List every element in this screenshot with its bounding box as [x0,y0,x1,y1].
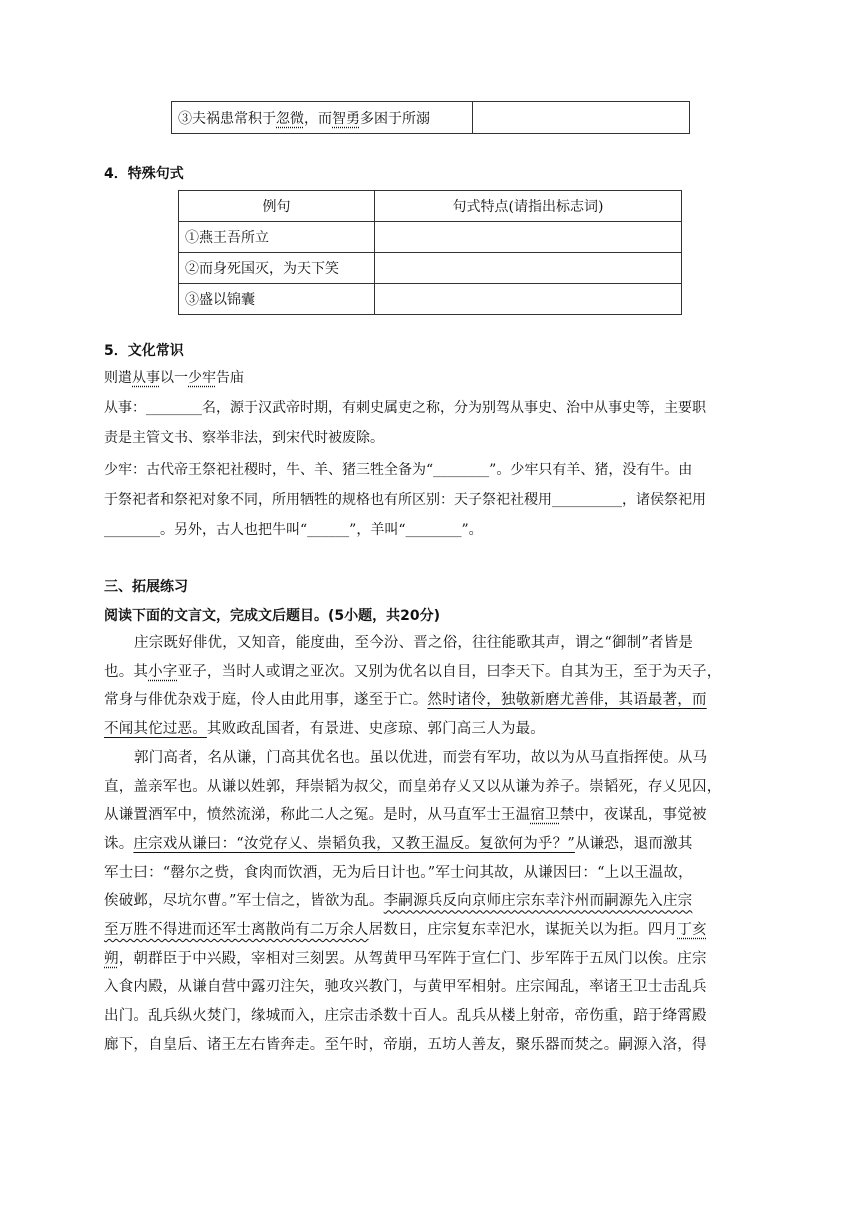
example-cell: ①燕王吾所立 [179,222,375,253]
cell-text: ，而 [304,110,332,127]
text: 俟破邺，尽坑尔曹。”军士信之，皆欲为乱。 [104,893,384,910]
text: 告庙 [216,370,244,386]
dotted-word: 朔 [104,950,119,967]
dotted-word: 从事 [132,370,160,386]
underlined-text: 不闻其佗过恶。 [104,721,207,738]
table-row [179,222,682,253]
feature-cell [375,222,682,253]
wavy-underlined-text: 至万胜不得进而还军士离散尚有二万余人 [104,922,369,939]
table-cell-example [172,102,473,134]
wavy-underlined-text: 李嗣源兵反向京师庄宗东幸汴州而嗣源先入庄宗 [383,893,693,910]
dotted-word: 少牢 [188,370,216,386]
passage-line [104,887,759,916]
underlined-text: 然时诸伶，独敬新磨尤善俳，其语最著，而 [427,692,707,709]
header-example: 例句 [179,191,375,222]
text: 居数日，庄宗复东幸汜水，谋扼关以为拒。四月 [368,922,678,939]
instruction: 阅读下面的文言文，完成文后题目。(5小题，共20分) [104,608,441,624]
feature-cell [375,253,682,284]
cell-text: 多困于所溺 [360,110,430,127]
passage-line [104,830,759,859]
section-heading: 4．特殊句式 [104,166,184,182]
text: 禁中，夜谋乱，事觉被 [559,807,707,824]
note-line: ________。另外，古人也把牛叫“______”，羊叫“________”。 [104,522,483,538]
quote-line [104,368,244,388]
passage-line [104,715,759,744]
text: 则遣 [104,370,132,386]
passage-line: 出门。乱兵纵火焚门，缘城而入，庄宗击杀数十百人。乱兵从楼上射帝，帝伤重，踣于绛霄殿 [104,1008,707,1025]
text: 从谦置酒军中，愤然流涕，称此二人之冤。是时，从马直军士王温 [104,807,531,824]
example-cell: ②而身死国灭，为天下笑 [179,253,375,284]
note-line: 从事：________名，源于汉武帝时期，有刺史属吏之称，分为别驾从事史、治中从事史等，主要职 [104,400,706,416]
text: 常身与俳优杂戏于庭，伶人由此用事，遂至于亡。 [104,692,428,709]
table-header-row [179,191,682,222]
text: 诛。 [104,835,134,852]
passage-line [104,945,759,974]
table-row [172,102,690,134]
top-table [171,101,690,134]
text: 以一 [160,370,188,386]
text: ，朝群臣于中兴殿，宰相对三刻罢。从驾黄甲马军阵于宣仁门、步军阵于五凤门以俟。庄宗 [118,950,707,967]
text: 亚子，当时人或谓之亚次。又别为优名以自目，曰李天下。自其为王，至于为天子， [177,663,722,680]
dotted-word: 小字 [148,663,178,680]
passage-line: 庄宗既好俳优，又知音，能度曲，至今汾、晋之俗，往往能歌其声，谓之“御制”者皆是 [134,635,694,651]
passage-line: 直，盖亲军也。从谦以姓郭，拜崇韬为叔父，而皇弟存乂又以从谦为养子。崇韬死，存乂见囚， [104,778,722,795]
section-heading: 三、拓展练习 [104,579,188,595]
passage-line [104,658,759,687]
text: 也。其 [104,663,149,680]
feature-cell [375,284,682,315]
passage-line: 郭门高者，名从谦，门高其优名也。虽以优进，而尝有军功，故以为从马直指挥使。从马 [134,749,708,766]
note-line: 责是主管文书、察举非法，到宋代时被废除。 [104,430,384,446]
passage-line: 廊下，自皇后、诸王左右皆奔走。至午时，帝崩，五坊人善友，聚乐器而焚之。嗣源入洛，得 [104,1036,707,1053]
section-heading: 5．文化常识 [104,343,184,359]
sentence-pattern-table [178,190,682,315]
note-line: 少牢：古代帝王祭祀社稷时，牛、羊、猪三牲全备为“________”。少牢只有羊、猪，没有牛。由 [104,462,693,478]
passage-line [104,916,759,945]
dotted-word: 忽微 [276,110,304,127]
dotted-word: 宿卫 [530,807,560,824]
passage-line [104,801,759,830]
note-line: 于祭祀者和祭祀对象不同，所用牺牲的规格也有所区别：天子祭祀社稷用__________，诸侯祭祀用 [104,492,706,508]
dotted-word: 丁亥 [677,922,707,939]
text: 从谦恐，退而激其 [574,835,693,852]
underlined-text: 庄宗戏从谦曰：“汝党存乂、崇韬负我，又教王温反。复欲何为乎？” [133,835,575,852]
dotted-word: 智勇 [332,110,360,127]
table-row [179,284,682,315]
passage-line: 军士曰：“罄尔之赀，食肉而饮酒，无为后日计也。”军士问其故，从谦因曰：“上以王温故， [104,864,693,881]
text: 其败政乱国者，有景进、史彦琼、郭门高三人为最。 [206,721,546,738]
passage-line: 入食内殿，从谦自营中露刃注矢，驰攻兴教门，与黄甲军相射。庄宗闻乱，率诸王卫士击乱兵 [104,979,707,996]
passage [104,629,759,1060]
table-cell-answer [473,102,690,134]
example-cell: ③盛以锦囊 [179,284,375,315]
table-row [179,253,682,284]
header-feature: 句式特点(请指出标志词) [375,191,682,222]
passage-line [104,686,759,715]
cell-text: ③夫祸患常积于 [178,110,276,127]
